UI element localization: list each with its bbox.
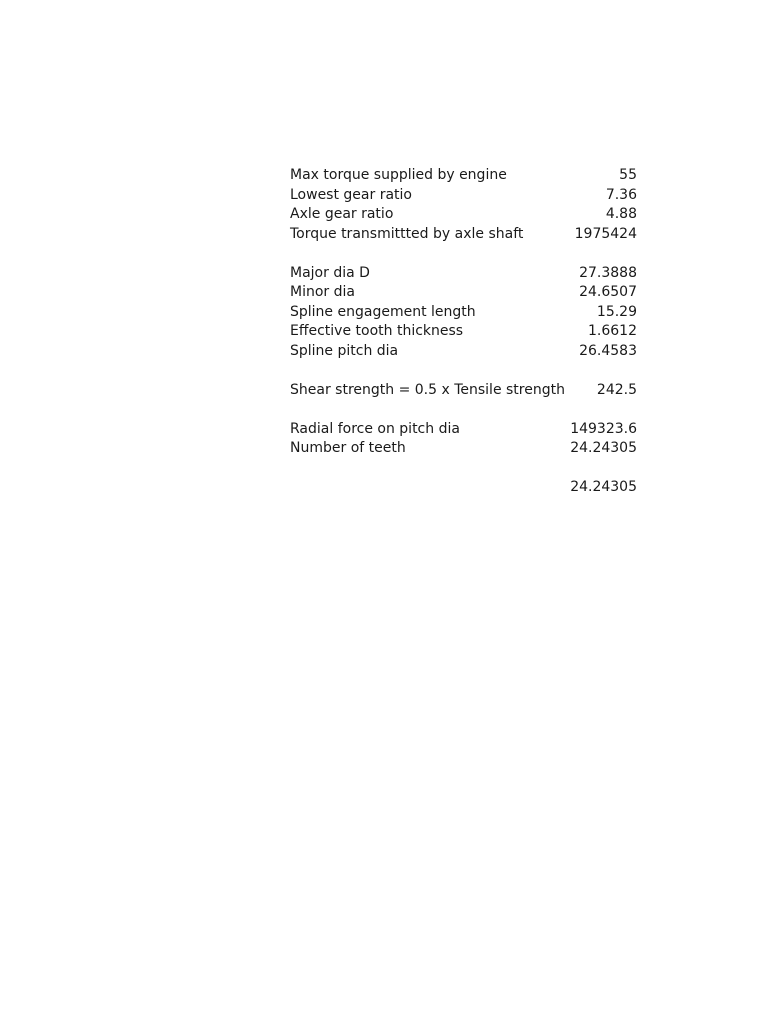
row-value: 24.24305 [570, 440, 637, 456]
row-value: 24.24305 [570, 479, 637, 495]
row-label: Spline pitch dia [290, 342, 399, 359]
blank-row [290, 361, 637, 381]
table-row [290, 225, 637, 245]
table-row [290, 264, 637, 284]
row-label: Lowest gear ratio [290, 186, 412, 203]
row-label: Shear strength = 0.5 x Tensile strength [290, 381, 565, 398]
table-row [290, 166, 637, 186]
row-label: Radial force on pitch dia [290, 420, 460, 437]
row-label: Number of teeth [290, 440, 406, 456]
row-value: 149323.6 [570, 420, 637, 437]
row-value: 55 [619, 167, 637, 183]
row-label: Axle gear ratio [290, 206, 394, 222]
table-row [290, 342, 637, 362]
table-row [290, 186, 637, 206]
row-value: 1975424 [574, 225, 637, 242]
row-label: Major dia D [290, 264, 370, 281]
row-value: 26.4583 [579, 342, 637, 359]
row-label: Torque transmittted by axle shaft [290, 225, 524, 242]
table-row [290, 439, 637, 459]
table-row [290, 283, 637, 303]
blank-row [290, 400, 637, 420]
row-value: 1.6612 [588, 323, 637, 339]
table-row [290, 420, 637, 440]
row-value: 15.29 [596, 303, 637, 320]
row-label: Effective tooth thickness [290, 323, 464, 339]
row-value: 7.36 [605, 186, 637, 203]
blank-row [290, 459, 637, 479]
row-value: 24.6507 [579, 284, 637, 300]
table-row [290, 205, 637, 225]
table-row [290, 303, 637, 323]
row-label: Spline engagement length [290, 303, 476, 320]
table-row [290, 322, 637, 342]
row-value: 4.88 [605, 206, 637, 222]
row-label: Max torque supplied by engine [290, 167, 507, 183]
row-value: 242.5 [596, 381, 637, 398]
spreadsheet-table [290, 166, 637, 498]
table-row [290, 478, 637, 498]
blank-row [290, 244, 637, 264]
row-value: 27.3888 [579, 264, 637, 281]
row-label: Minor dia [290, 284, 355, 300]
table-row [290, 381, 637, 401]
